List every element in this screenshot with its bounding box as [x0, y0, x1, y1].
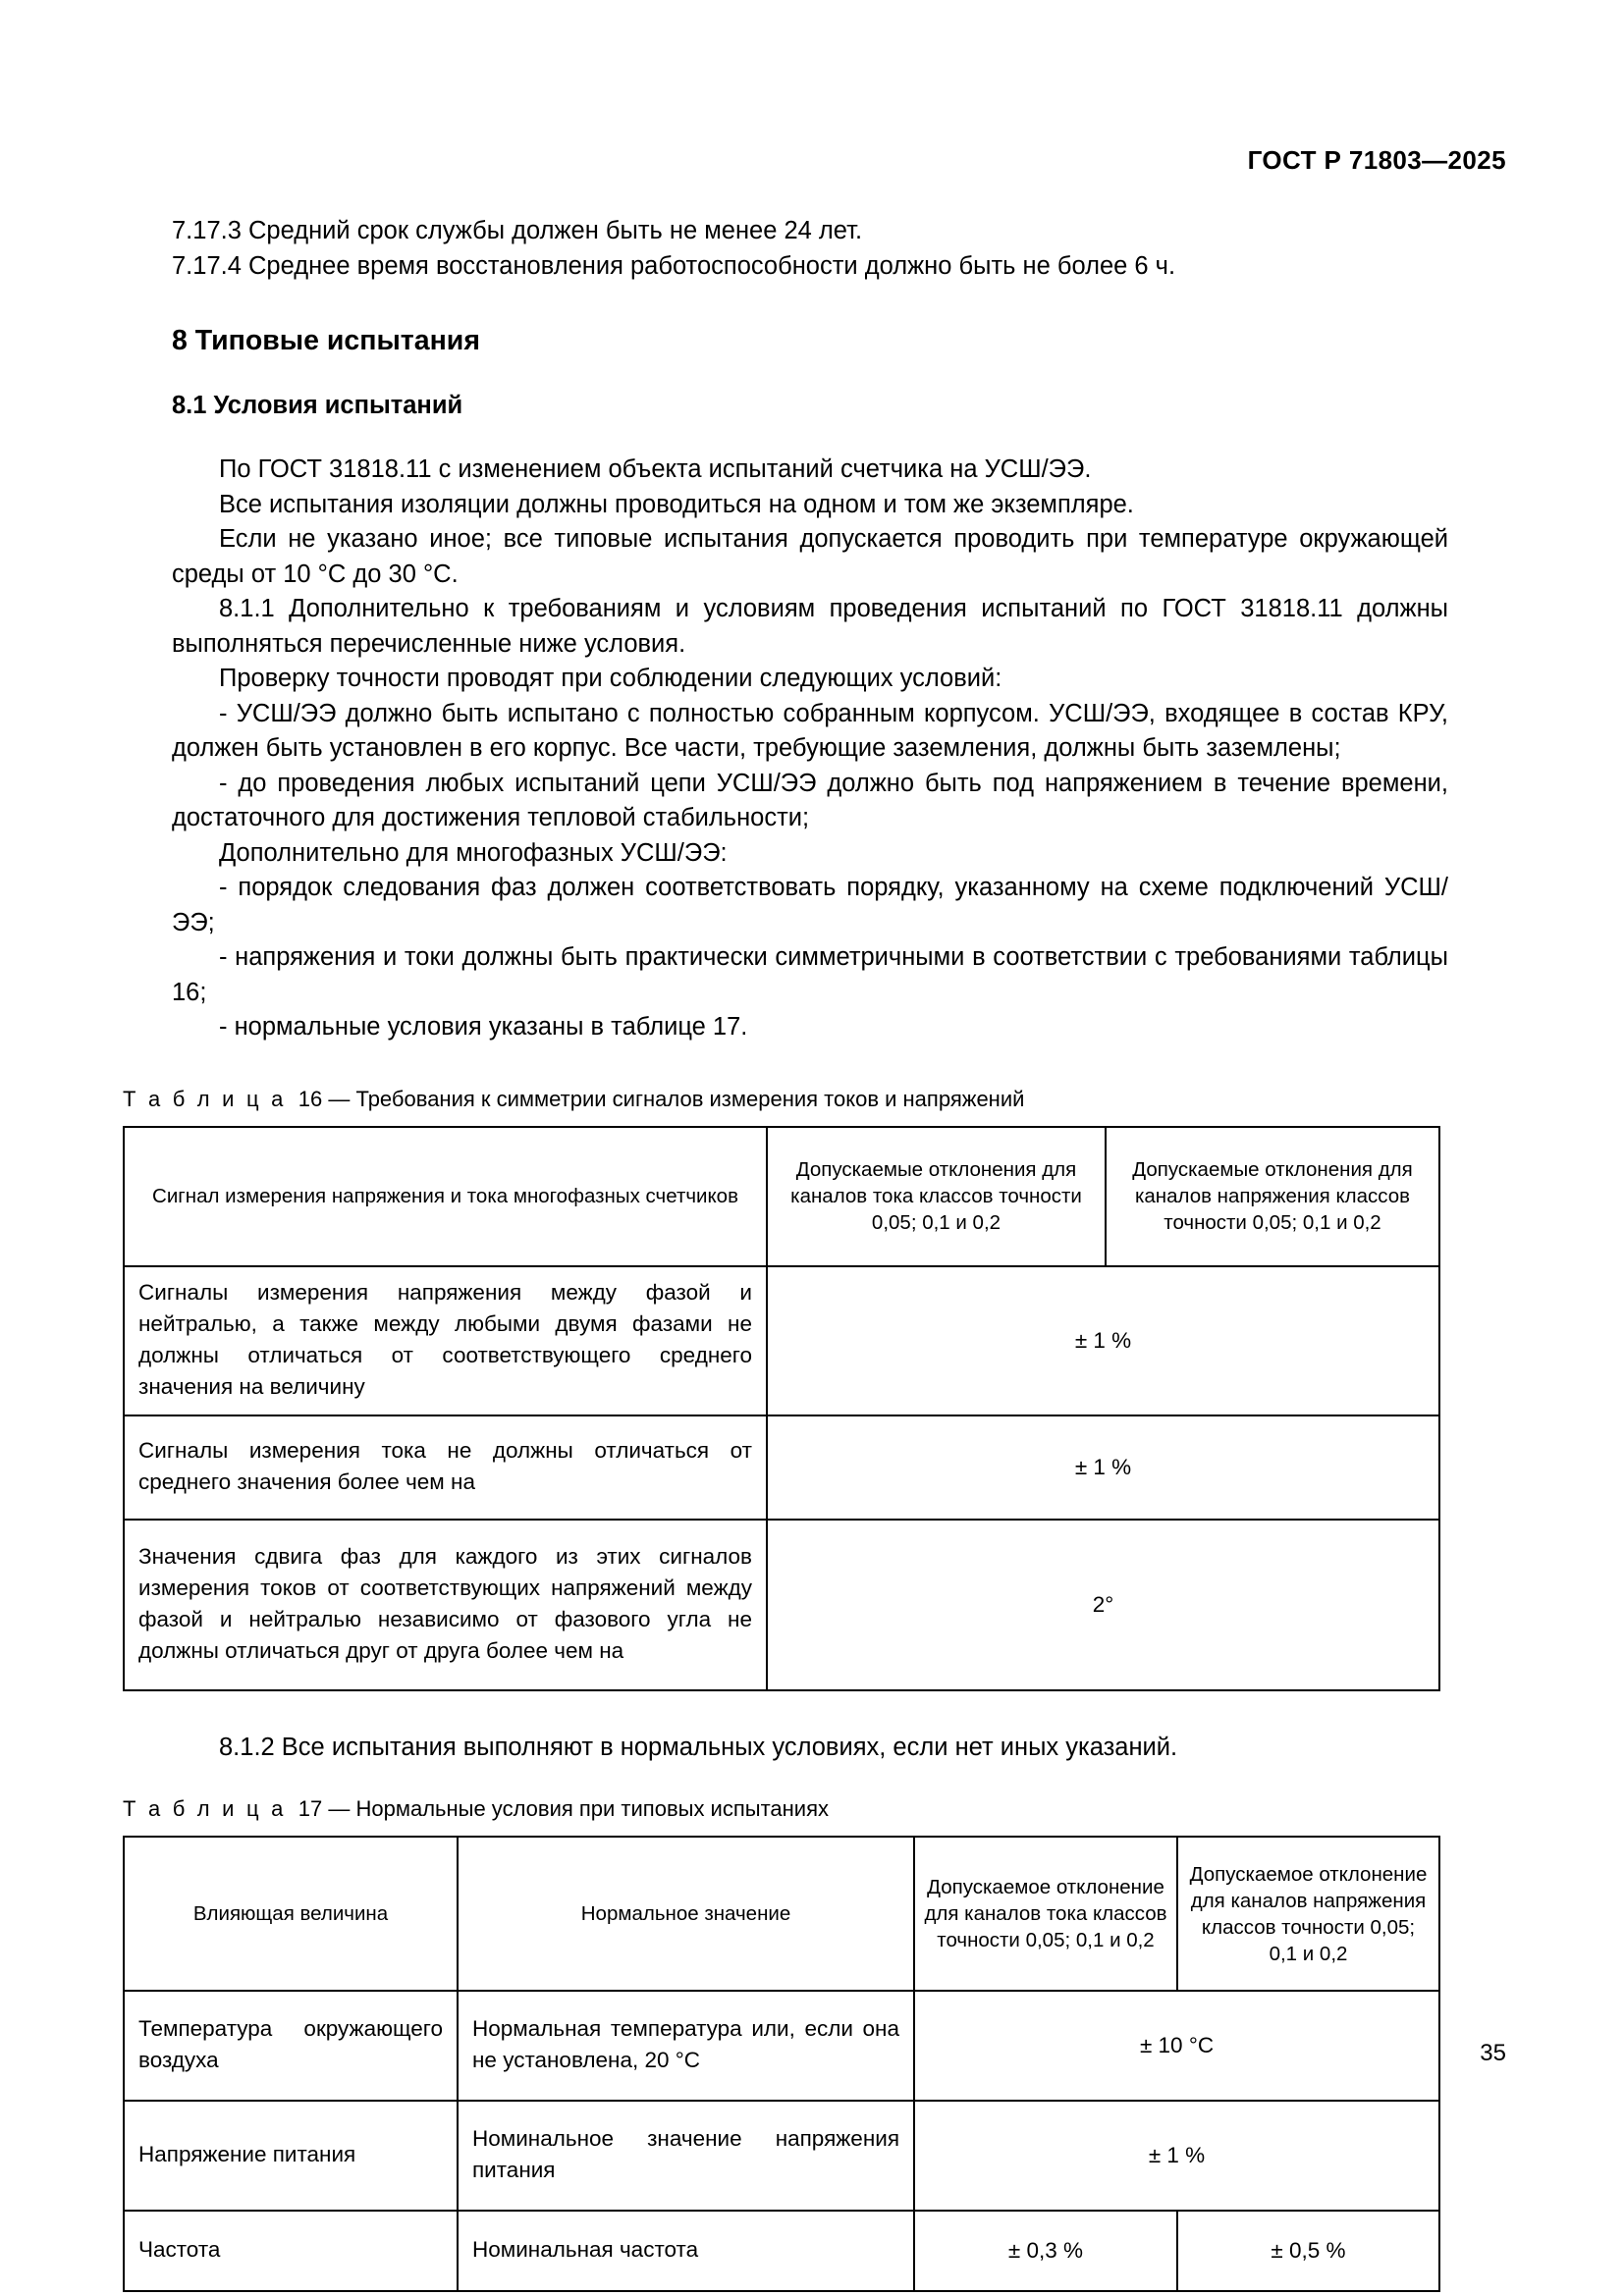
table-17-caption [123, 1794, 1448, 1824]
table-row [124, 1415, 1439, 1520]
table-16-row-1-signal: Сигналы измерения тока не должны отличаться от среднего значения более чем на [124, 1415, 767, 1520]
table-16-row-0-value: ± 1 % [767, 1266, 1439, 1415]
table-17-row-2-quantity: Частота [124, 2211, 458, 2291]
para-gost-ref: По ГОСТ 31818.11 с изменением объекта испытаний счетчика на УСШ/ЭЭ. [219, 455, 1092, 483]
para-isolation: Все испытания изоляции должны проводиться на одном и том же экземпляре. [219, 490, 1134, 518]
table-16-row-2-value: 2° [767, 1520, 1439, 1690]
table-17-row-2-normal-value: Номинальная частота [458, 2211, 914, 2291]
table-16-row-1-value: ± 1 % [767, 1415, 1439, 1520]
section-heading-8: 8 Типовые испытания [172, 325, 480, 356]
list-item-symmetry: - напряжения и токи должны быть практически симметричными в соответствии с требованиями таблицы 16; [172, 943, 1448, 1006]
table-17-header-normal-value: Нормальное значение [458, 1837, 914, 1991]
table-17-row-0-quantity: Температура окружающего воздуха [124, 1991, 458, 2101]
table-17-row-1-normal-value: Номинальное значение напряжения питания [458, 2101, 914, 2211]
table-row [124, 1520, 1439, 1690]
table-17-row-1-quantity: Напряжение питания [124, 2101, 458, 2211]
table-17-row-2-value-current: ± 0,3 % [914, 2211, 1177, 2291]
table-16-header-voltage-channels: Допускаемые отклонения для каналов напряжения классов точности 0,05; 0,1 и 0,2 [1106, 1127, 1439, 1266]
para-multiphase: Дополнительно для многофазных УСШ/ЭЭ: [219, 838, 728, 867]
clause-8-1-2: 8.1.2 Все испытания выполняют в нормальных условиях, если нет иных указаний. [219, 1733, 1178, 1761]
table-16-caption-label: Т а б л и ц а [123, 1086, 287, 1111]
running-header: ГОСТ Р 71803—2025 [1247, 145, 1506, 175]
list-item-normal-conditions: - нормальные условия указаны в таблице 17. [219, 1013, 748, 1041]
table-17-header-quantity: Влияющая величина [124, 1837, 458, 1991]
table-17-caption-title: Нормальные условия при типовых испытаниях [355, 1796, 829, 1821]
list-item-energize: - до проведения любых испытаний цепи УСШ/ЭЭ должно быть под напряжением в течение времени, достаточного для достижения тепловой стабильности; [172, 769, 1448, 831]
subsection-heading-8-1: 8.1 Условия испытаний [172, 392, 463, 419]
table-17-caption-dash: — [328, 1796, 351, 1821]
list-item-phase-order: - порядок следования фаз должен соответствовать порядку, указанному на схеме подключений УСШ/ЭЭ; [172, 874, 1448, 936]
table-17-caption-label: Т а б л и ц а [123, 1796, 287, 1821]
table-17-row-1-value: ± 1 % [914, 2101, 1439, 2211]
table-16-header-row [124, 1127, 1439, 1266]
table-16-caption-dash: — [328, 1086, 351, 1111]
table-16-header-signal: Сигнал измерения напряжения и тока многофазных счетчиков [124, 1127, 767, 1266]
table-16-row-2-signal: Значения сдвига фаз для каждого из этих сигналов измерения токов от соответствующих напряжений между фазой и нейтралью независимо от фазового угла не должны отличаться друг от друга более чем на [124, 1520, 767, 1690]
table-17-row-0-normal-value: Нормальная температура или, если она не установлена, 20 °C [458, 1991, 914, 2101]
clause-7-17-3: 7.17.3 Средний срок службы должен быть не менее 24 лет. [172, 217, 863, 244]
document-body [123, 214, 1448, 2292]
list-item-enclosure: - УСШ/ЭЭ должно быть испытано с полностью собранным корпусом. УСШ/ЭЭ, входящее в состав КРУ, должен быть установлен в его корпус. Все части, требующие заземления, должны быть заземлены; [172, 699, 1448, 762]
table-16-header-current-channels: Допускаемые отклонения для каналов тока классов точности 0,05; 0,1 и 0,2 [767, 1127, 1106, 1266]
table-16 [123, 1126, 1440, 1691]
table-17 [123, 1836, 1440, 2292]
table-16-caption [123, 1085, 1448, 1114]
table-row [124, 2101, 1439, 2211]
table-17-row-0-value: ± 10 °C [914, 1991, 1439, 2101]
para-accuracy-check: Проверку точности проводят при соблюдении следующих условий: [219, 665, 1002, 692]
table-17-header-current-channels: Допускаемое отклонение для каналов тока классов точности 0,05; 0,1 и 0,2 [914, 1837, 1177, 1991]
table-16-caption-title: Требования к симметрии сигналов измерения токов и напряжений [355, 1086, 1025, 1111]
table-16-row-0-signal: Сигналы измерения напряжения между фазой и нейтралью, а также между любыми двумя фазами не должны отличаться от соответствующего среднего значения на величину [124, 1266, 767, 1415]
page-number: 35 [1480, 2040, 1506, 2066]
para-temperature: Если не указано иное; все типовые испытания допускается проводить при температуре окружающей среды от 10 °C до 30 °C. [172, 525, 1448, 588]
table-16-caption-number: 16 [298, 1086, 323, 1111]
table-17-caption-number: 17 [298, 1796, 323, 1821]
clause-7-17-4: 7.17.4 Среднее время восстановления работоспособности должно быть не более 6 ч. [172, 251, 1176, 280]
table-row [124, 2211, 1439, 2291]
table-row [124, 1266, 1439, 1415]
clause-8-1-1: 8.1.1 Дополнительно к требованиям и условиям проведения испытаний по ГОСТ 31818.11 должны выполняться перечисленные ниже условия. [172, 595, 1448, 658]
table-17-row-2-value-voltage: ± 0,5 % [1177, 2211, 1439, 2291]
table-row [124, 1991, 1439, 2101]
table-17-header-voltage-channels: Допускаемое отклонение для каналов напряжения классов точности 0,05; 0,1 и 0,2 [1177, 1837, 1439, 1991]
table-17-header-row [124, 1837, 1439, 1991]
